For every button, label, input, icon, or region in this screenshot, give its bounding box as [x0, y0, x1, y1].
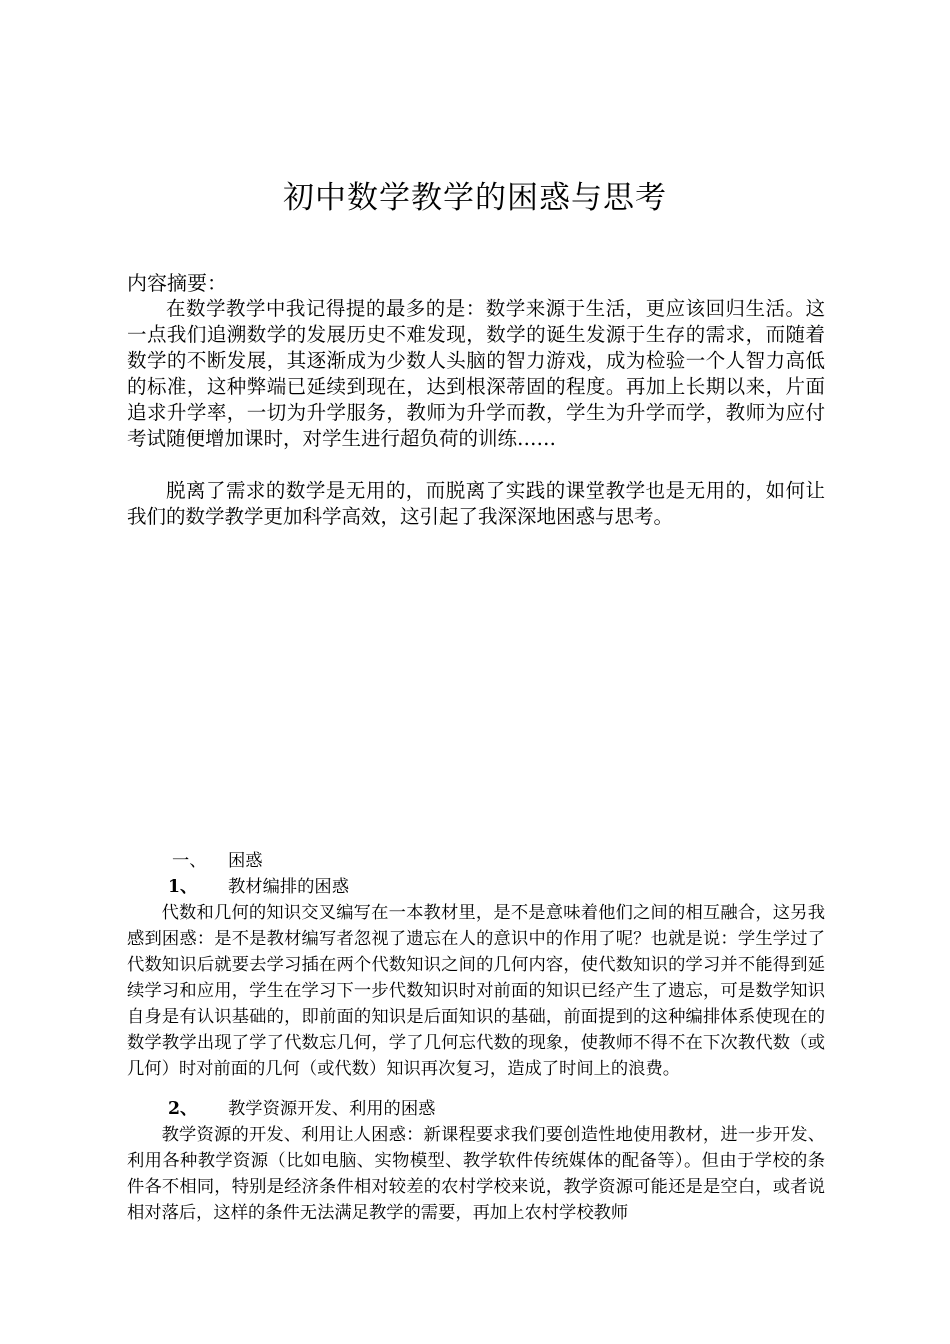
- section-number: 一、: [172, 851, 207, 871]
- section-heading-1: [172, 848, 263, 874]
- subsection-number: 1、: [168, 877, 198, 897]
- subsection-heading-2: [168, 1096, 435, 1122]
- body-paragraph-1: 代数和几何的知识交叉编写在一本教材里，是不是意味着他们之间的相互融合，这另我感到困惑：是不是教材编写者忽视了遗忘在人的意识中的作用了呢？也就是说：学生学过了代数知识后就要去学习插在两个代数知识之间的几何内容，使代数知识的学习并不能得到延续学习和应用，学生在学习下一步代数知识时对前面的知识已经产生了遗忘，可是数学知识自身是有认识基础的，即前面的知识是后面知识的基础，前面提到的这种编排体系使现在的数学教学出现了学了代数忘几何，学了几何忘代数的现象，使教师不得不在下次教代数（或几何）时对前面的几何（或代数）知识再次复习，造成了时间上的浪费。: [127, 903, 825, 1079]
- section-title: 困惑: [228, 851, 263, 871]
- document-title: 初中数学教学的困惑与思考: [283, 180, 667, 216]
- subsection-title: 教学资源开发、利用的困惑: [228, 1099, 436, 1119]
- subsection-number: 2、: [168, 1099, 198, 1119]
- subsection-heading-1: [168, 874, 349, 900]
- abstract-paragraph-1: 在数学教学中我记得提的最多的是：数学来源于生活，更应该回归生活。这一点我们追溯数学的发展历史不难发现，数学的诞生发源于生存的需求，而随着数学的不断发展，其逐渐成为少数人头脑的智力游戏，成为检验一个人智力高低的标准，这种弊端已延续到现在，达到根深蒂固的程度。再加上长期以来，片面追求升学率，一切为升学服务，教师为升学而教，学生为升学而学，教师为应付考试随便增加课时，对学生进行超负荷的训练……: [127, 297, 825, 450]
- abstract-label: 内容摘要：: [127, 271, 227, 295]
- subsection-title: 教材编排的困惑: [228, 877, 349, 897]
- abstract-paragraph-2: 脱离了需求的数学是无用的，而脱离了实践的课堂教学也是无用的，如何让我们的数学教学更加科学高效，这引起了我深深地困惑与思考。: [127, 479, 825, 528]
- body-paragraph-2: 教学资源的开发、利用让人困惑：新课程要求我们要创造性地使用教材，进一步开发、利用各种教学资源（比如电脑、实物模型、教学软件传统媒体的配备等）。但由于学校的条件各不相同，特别是经济条件相对较差的农村学校来说，教学资源可能还是是空白，或者说相对落后，这样的条件无法满足教学的需要，再加上农村学校教师: [127, 1125, 825, 1223]
